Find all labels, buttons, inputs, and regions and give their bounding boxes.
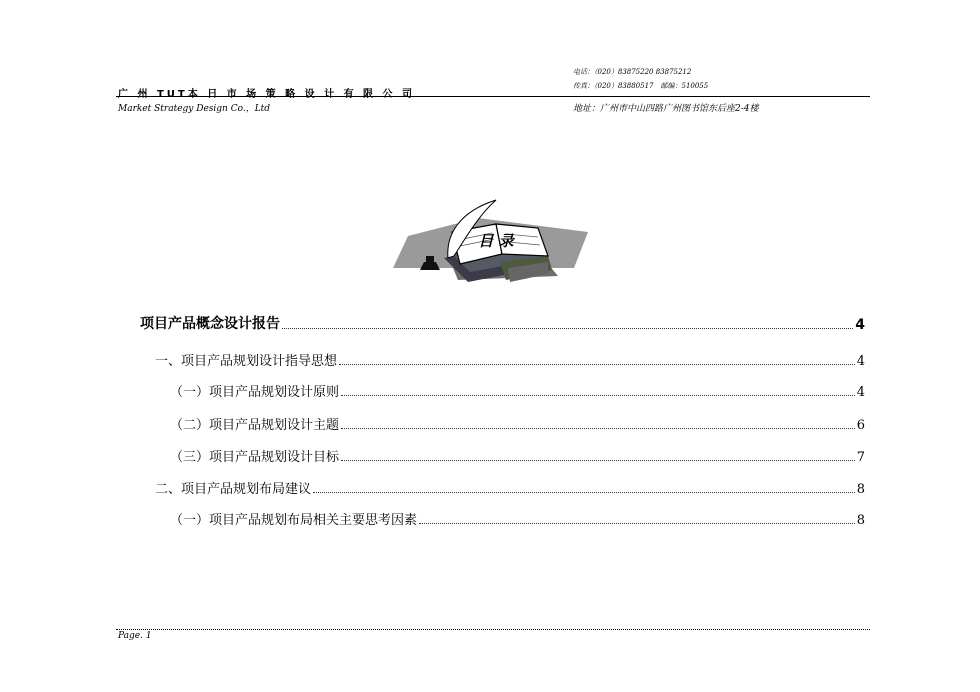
open-book-quill-icon (388, 196, 592, 296)
toc-entry-label: 项目产品概念设计报告 (140, 316, 280, 332)
toc-entry-page: 8 (856, 482, 865, 497)
toc-entry-label: （一）项目产品规划设计原则 (170, 385, 340, 400)
toc-entry[interactable] (170, 381, 865, 400)
toc-entry[interactable] (170, 446, 865, 465)
toc-entry-label: （一）项目产品规划布局相关主要思考因素 (170, 513, 418, 528)
header-tel: 电话：（020）83875220 83875212 (573, 68, 692, 76)
toc-entry[interactable] (155, 350, 865, 369)
company-name-en: Market Strategy Design Co.，Ltd (118, 104, 271, 114)
company-name-cn: 广 州 TUT本 日 市 场 策 略 设 计 有 限 公 司 (118, 89, 416, 100)
toc-entry-label: （二）项目产品规划设计主题 (170, 418, 340, 433)
toc-leader (341, 428, 855, 429)
toc-entry-label: 一、项目产品规划设计指导思想 (155, 354, 338, 369)
toc-entry[interactable] (170, 509, 865, 528)
toc-entry-label: （三）项目产品规划设计目标 (170, 450, 340, 465)
emblem-title: 目 录 (478, 232, 514, 250)
toc-entry-page: 4 (856, 354, 865, 369)
toc-entry-page: 4 (855, 317, 865, 333)
header-fax: 传真：（020）83880517 邮编：510055 (573, 82, 709, 90)
toc-entry[interactable] (170, 414, 865, 433)
toc-entry-page: 7 (856, 450, 865, 465)
toc-entry-page: 4 (856, 385, 865, 400)
toc-entry[interactable] (140, 313, 865, 333)
toc-entry[interactable] (155, 478, 865, 497)
toc-entry-page: 8 (856, 513, 865, 528)
toc-leader (313, 492, 855, 493)
toc-leader (341, 395, 855, 396)
toc-leader (282, 328, 853, 329)
footer-rule (116, 629, 870, 630)
toc-entry-label: 二、项目产品规划布局建议 (155, 482, 312, 497)
page-number: Page. 1 (118, 631, 152, 641)
toc-leader (339, 364, 855, 365)
header-rule (116, 96, 870, 97)
header-address: 地址：广州市中山四路广州图书馆东后座2-4楼 (573, 104, 759, 114)
toc-leader (419, 523, 855, 524)
toc-entry-page: 6 (856, 418, 865, 433)
toc-leader (341, 460, 855, 461)
